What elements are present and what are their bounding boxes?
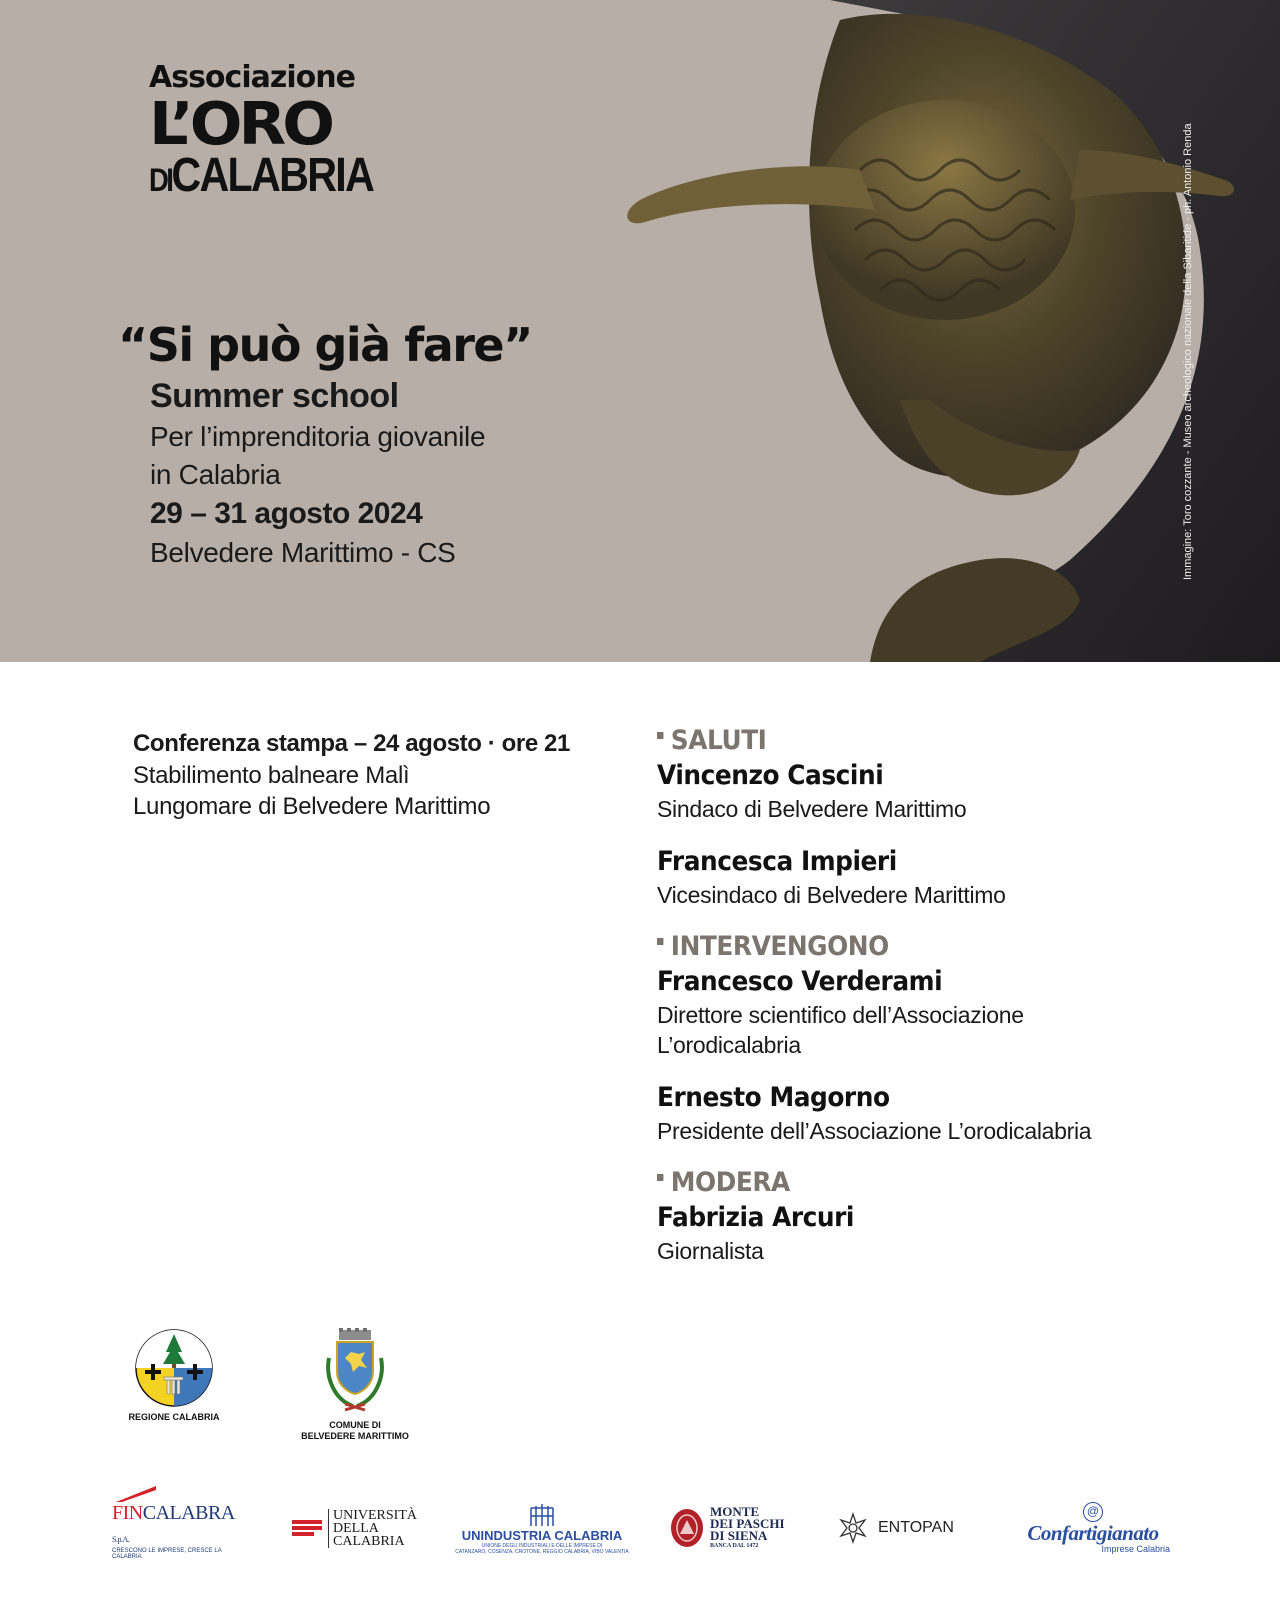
speaker bbox=[657, 844, 1257, 910]
section-title: MODERA bbox=[657, 1166, 1209, 1200]
speaker-role: Presidente dell’Associazione L’orodicalabria bbox=[657, 1118, 1092, 1144]
conference-heading: Conferenza stampa – 24 agosto · ore 21 bbox=[133, 730, 570, 757]
speaker bbox=[657, 1080, 1257, 1146]
bullet-icon bbox=[657, 1174, 663, 1181]
fincalabra-fin: FIN bbox=[112, 1502, 143, 1524]
program-section-saluti bbox=[657, 724, 1257, 910]
mps-line1: MONTE bbox=[710, 1504, 760, 1519]
mps-line3: DI SIENA bbox=[710, 1528, 768, 1543]
hero-banner bbox=[0, 0, 1280, 662]
program bbox=[657, 724, 1257, 1286]
regione-calabria-logo bbox=[124, 1328, 224, 1423]
confartigianato-at-icon: @ bbox=[1083, 1502, 1103, 1522]
comune-label-line1: COMUNE DI bbox=[329, 1420, 381, 1430]
brand-di-label: DI bbox=[149, 162, 172, 198]
unical-line1: UNIVERSITÀ bbox=[333, 1507, 417, 1523]
confartigianato-name: Confartigianato bbox=[1027, 1521, 1159, 1545]
speaker-name: Fabrizia Arcuri bbox=[657, 1202, 854, 1233]
program-section-modera bbox=[657, 1166, 1257, 1266]
entopan-name: ENTOPAN bbox=[878, 1519, 954, 1536]
speaker-name: Francesca Impieri bbox=[657, 846, 897, 877]
brand-calabria-label bbox=[149, 149, 374, 203]
mps-line2: DEI PASCHI bbox=[710, 1516, 785, 1531]
fincalabra-name: CALABRA bbox=[142, 1502, 234, 1524]
unical-line3: CALABRIA bbox=[333, 1533, 405, 1549]
regione-calabria-label: REGIONE CALABRIA bbox=[128, 1412, 220, 1422]
entopan-flower-icon bbox=[836, 1511, 870, 1545]
speaker-role: Direttore scientifico dell’Associazione bbox=[657, 1002, 1024, 1028]
fincalabra-swoosh-icon bbox=[116, 1486, 156, 1502]
section-title: SALUTI bbox=[657, 724, 1209, 758]
confartigianato-logo bbox=[1008, 1498, 1178, 1558]
speaker bbox=[657, 1200, 1257, 1266]
unindustria-name: UNINDUSTRIA CALABRIA bbox=[461, 1527, 623, 1543]
comune-label-line2: BELVEDERE MARITTIMO bbox=[301, 1431, 409, 1441]
conference-address: Lungomare di Belvedere Marittimo bbox=[133, 793, 491, 820]
unical-logo bbox=[292, 1498, 422, 1558]
program-section-intervengono bbox=[657, 930, 1257, 1146]
unindustria-sub2: CATANZARO, COSENZA, CROTONE, REGGIO CALABRIA, VIBO VALENTIA bbox=[455, 1548, 629, 1555]
regione-calabria-emblem-icon bbox=[134, 1328, 214, 1408]
speaker bbox=[657, 964, 1257, 1060]
unical-emblem-icon bbox=[292, 1516, 322, 1540]
speaker-name: Vincenzo Cascini bbox=[657, 760, 884, 791]
unical-line2: DELLA bbox=[333, 1520, 379, 1536]
fincalabra-spa: S.p.A. bbox=[112, 1535, 130, 1544]
brand-logo bbox=[149, 60, 410, 203]
section-title: INTERVENGONO bbox=[657, 930, 1209, 964]
event-place: Belvedere Marittimo - CS bbox=[150, 537, 456, 568]
unindustria-logo bbox=[452, 1498, 632, 1558]
bronze-bull-image bbox=[600, 0, 1280, 662]
event-subtitle: Summer school bbox=[150, 377, 399, 415]
mps-emblem-icon bbox=[670, 1508, 704, 1548]
bullet-icon bbox=[657, 732, 663, 739]
mps-logo bbox=[670, 1498, 800, 1558]
brand-association-label: Associazione bbox=[149, 60, 355, 95]
event-description-line1: Per l’imprenditoria giovanile bbox=[150, 421, 486, 452]
bullet-icon bbox=[657, 938, 663, 945]
comune-belvedere-logo bbox=[290, 1328, 420, 1442]
image-credit: Immagine: Toro cozzante - Museo archeologico nazionale della Sibaritide - ph: Antonio Renda bbox=[1182, 123, 1194, 580]
brand-calabria-text: CALABRIA bbox=[171, 149, 374, 202]
comune-belvedere-crest-icon bbox=[315, 1328, 395, 1416]
confartigianato-sub: Imprese Calabria bbox=[1101, 1544, 1170, 1554]
press-conference-info bbox=[133, 728, 570, 822]
speaker bbox=[657, 758, 1257, 824]
mps-sub: BANCA DAL 1472 bbox=[710, 1543, 759, 1549]
speaker-role: Vicesindaco di Belvedere Marittimo bbox=[657, 882, 1006, 908]
fincalabra-tagline: CRESCONO LE IMPRESE, CRESCE LA CALABRIA bbox=[112, 1548, 222, 1560]
entopan-logo bbox=[836, 1498, 966, 1558]
brand-oro-label: L’ORO bbox=[149, 88, 331, 159]
speaker-role: Sindaco di Belvedere Marittimo bbox=[657, 796, 967, 822]
speaker-role: Giornalista bbox=[657, 1238, 764, 1264]
speaker-name: Ernesto Magorno bbox=[657, 1082, 890, 1113]
fincalabra-logo bbox=[112, 1498, 252, 1558]
speaker-role: L’orodicalabria bbox=[657, 1032, 801, 1058]
event-title: “Si può già fare” bbox=[118, 318, 532, 372]
event-description-line2: in Calabria bbox=[150, 459, 281, 490]
event-dates: 29 – 31 agosto 2024 bbox=[150, 497, 423, 530]
unindustria-sub1: UNIONE DEGLI INDUSTRIALI E DELLE IMPRESE DI bbox=[481, 1542, 603, 1549]
event-info bbox=[118, 318, 532, 572]
conference-venue: Stabilimento balneare Malì bbox=[133, 762, 410, 789]
unindustria-emblem-icon bbox=[527, 1502, 557, 1528]
speaker-name: Francesco Verderami bbox=[657, 966, 943, 997]
